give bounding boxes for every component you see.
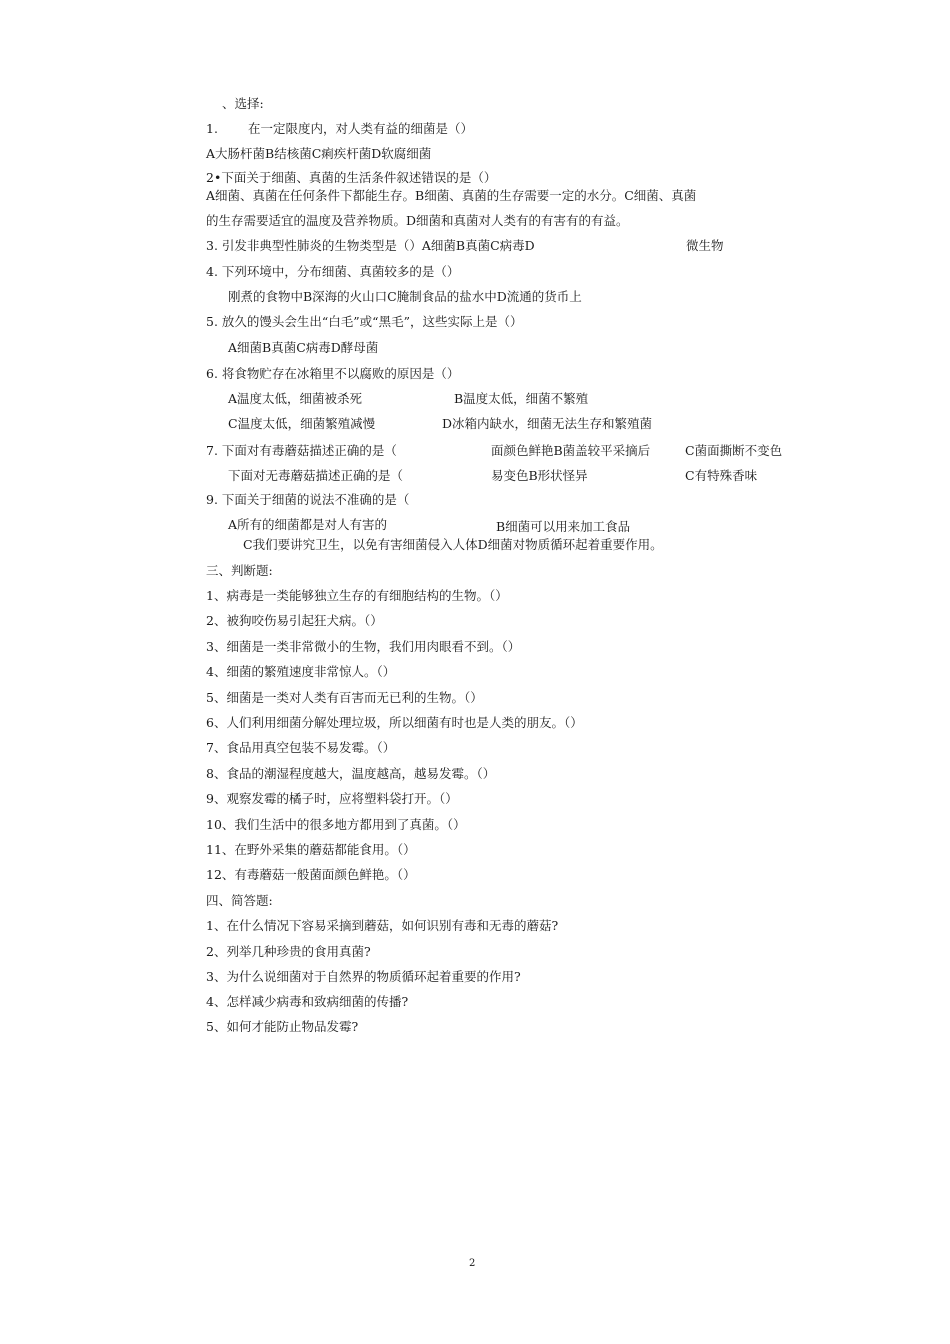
q5-options: A细菌B真菌C病毒D酵母菌 <box>228 340 379 355</box>
q4-options: 刚煮的食物中B深海的火山口C腌制食品的盐水中D流通的货币上 <box>228 289 582 304</box>
q3-text: 3. 引发非典型性肺炎的生物类型是（）A细菌B真菌C病毒D <box>206 238 535 253</box>
section-judge-heading: 三、判断题: <box>206 563 273 578</box>
q4-text: 4. 下列环境中，分布细菌、真菌较多的是（） <box>206 264 460 279</box>
q2-text: 2•下面关于细菌、真菌的生活条件叙述错误的是（） <box>206 170 497 185</box>
short-item: 4、怎样减少病毒和致病细菌的传播? <box>206 994 409 1009</box>
q1-options: A大肠杆菌B结核菌C痢疾杆菌D软腐细菌 <box>206 146 432 161</box>
q3-tail: 微生物 <box>686 238 724 253</box>
q9-option-a: A所有的细菌都是对人有害的 <box>228 517 388 532</box>
judge-item: 1、病毒是一类能够独立生存的有细胞结构的生物。（） <box>206 588 508 603</box>
q1-text: 在一定限度内，对人类有益的细菌是（） <box>248 121 474 136</box>
judge-item: 9、观察发霉的橘子时，应将塑料袋打开。（） <box>206 791 458 806</box>
q6-option-b: B温度太低，细菌不繁殖 <box>454 391 589 406</box>
q2-options-line1: A细菌、真菌在任何条件下都能生存。B细菌、真菌的生存需要一定的水分。C细菌、真菌 <box>206 188 697 203</box>
q6-text: 6. 将食物贮存在冰箱里不以腐败的原因是（） <box>206 366 460 381</box>
short-item: 3、为什么说细菌对于自然界的物质循环起着重要的作用? <box>206 969 521 984</box>
q6-option-c: C温度太低，细菌繁殖减慢 <box>228 416 376 431</box>
judge-item: 5、细菌是一类对人类有百害而无已利的生物。（） <box>206 690 483 705</box>
q9-text: 9. 下面关于细菌的说法不准确的是（ <box>206 492 410 507</box>
q7-line1-c: C菌面撕断不变色 <box>685 443 783 458</box>
judge-item: 4、细菌的繁殖速度非常惊人。（） <box>206 664 396 679</box>
short-item: 2、列举几种珍贵的食用真菌? <box>206 944 371 959</box>
q7-line1-b: 面颜色鲜艳B菌盖较平采摘后 <box>491 443 651 458</box>
q6-option-d: D冰箱内缺水，细菌无法生存和繁殖菌 <box>442 416 653 431</box>
q8-line2-c: C有特殊香味 <box>685 468 758 483</box>
q9-option-b: B细菌可以用来加工食品 <box>496 519 631 534</box>
section-short-heading: 四、简答题: <box>206 893 273 908</box>
q6-option-a: A温度太低，细菌被杀死 <box>228 391 363 406</box>
judge-item: 7、食品用真空包装不易发霉。（） <box>206 740 396 755</box>
section-choice-heading: 、选择: <box>222 96 264 111</box>
q5-text: 5. 放久的馒头会生出“白毛”或“黑毛”，这些实际上是（） <box>206 314 523 329</box>
judge-item: 2、被狗咬伤易引起狂犬病。（） <box>206 613 383 628</box>
short-item: 5、如何才能防止物品发霉? <box>206 1019 359 1034</box>
q7-line1-a: 7. 下面对有毒蘑菇描述正确的是（ <box>206 443 397 458</box>
judge-item: 10、我们生活中的很多地方都用到了真菌。（） <box>206 817 466 832</box>
q2-options-line2: 的生存需要适宜的温度及营养物质。D细菌和真菌对人类有的有害有的有益。 <box>206 213 629 228</box>
judge-item: 11、在野外采集的蘑菇都能食用。（） <box>206 842 416 857</box>
judge-item: 12、有毒蘑菇一般菌面颜色鲜艳。（） <box>206 867 416 882</box>
q1-number: 1. <box>206 121 218 136</box>
judge-item: 8、食品的潮湿程度越大，温度越高，越易发霉。（） <box>206 766 496 781</box>
q9-option-cd: C我们要讲究卫生，以免有害细菌侵入人体D细菌对物质循环起着重要作用。 <box>243 537 663 552</box>
judge-item: 3、细菌是一类非常微小的生物，我们用肉眼看不到。（） <box>206 639 521 654</box>
q8-line2-a: 下面对无毒蘑菇描述正确的是（ <box>228 468 404 483</box>
judge-item: 6、人们利用细菌分解处理垃圾，所以细菌有时也是人类的朋友。（） <box>206 715 583 730</box>
q8-line2-b: 易变色B形状怪异 <box>491 468 588 483</box>
page-number: 2 <box>469 1258 476 1269</box>
short-item: 1、在什么情况下容易采摘到蘑菇，如何识别有毒和无毒的蘑菇? <box>206 918 559 933</box>
